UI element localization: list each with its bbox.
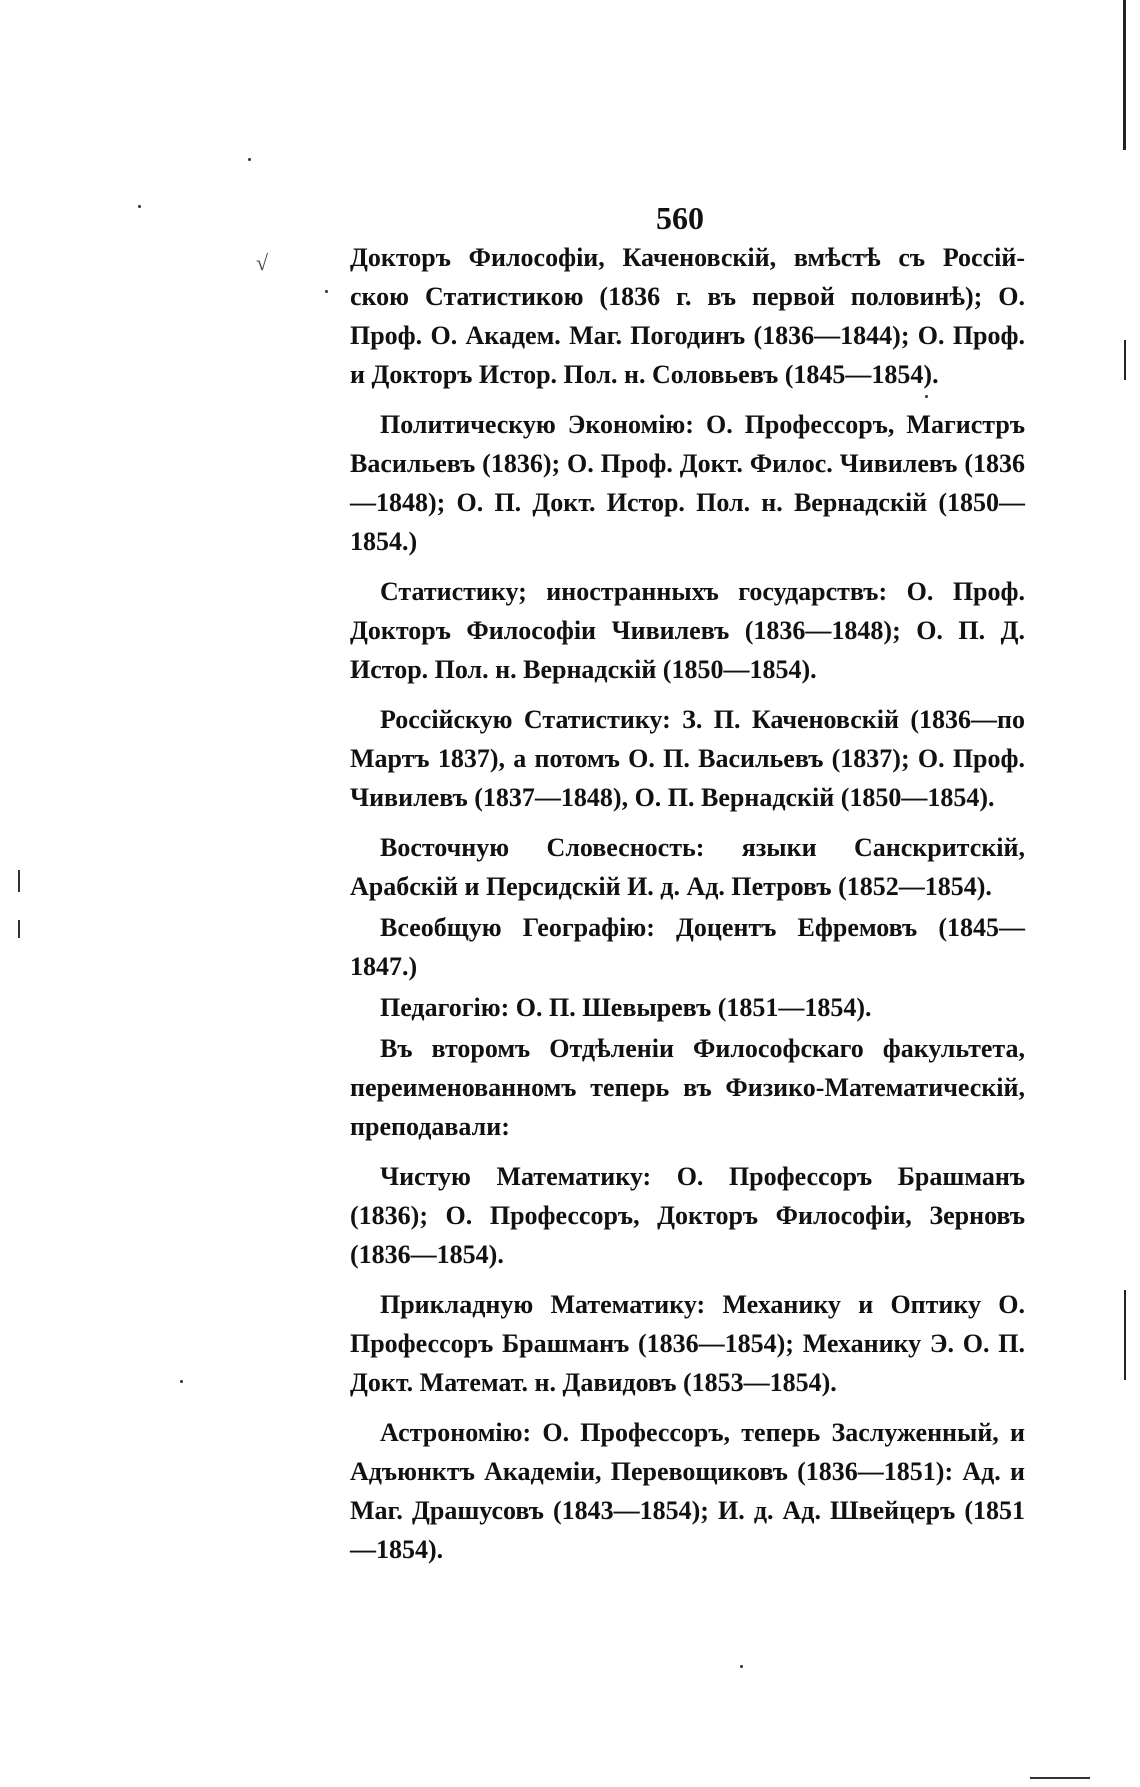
scan-edge-line (1124, 1290, 1126, 1380)
paragraph: Восточную Словесность: языки Санскритскій, Арабскій и Персидскій И. д. Ад. Петровъ (1852—1854). (350, 833, 1025, 901)
scan-left-tick (18, 920, 20, 938)
speck (925, 395, 928, 398)
scan-left-tick (18, 870, 20, 892)
text-block (350, 238, 1025, 1580)
speck (180, 1380, 183, 1383)
paragraph: Статистику; иностранныхъ государствъ: О. Проф. Докторъ Философіи Чивилевъ (1836—1848); О. П. Д. Истор. Пол. н. Вернадскій (1850—1854). (350, 577, 1025, 684)
speck (740, 1665, 743, 1668)
paragraph: Докторъ Философіи, Каченовскій, вмѣстѣ съ Россій-скою Статистикою (1836 г. въ первой половинѣ); О. Проф. О. Академ. Маг. Погодинъ (1836—1844); О. Проф. и Докторъ Истор. Пол. н. Соловьевъ (1845—1854). (350, 243, 1025, 389)
margin-check-mark: √ (256, 250, 269, 275)
speck (138, 205, 141, 208)
scan-edge-line (1124, 340, 1126, 380)
paragraph: Педагогію: О. П. Шевыревъ (1851—1854). (380, 993, 872, 1022)
paragraph: Всеобщую Географію: Доцентъ Ефремовъ (1845—1847.) (350, 913, 1025, 981)
speck (325, 290, 328, 293)
paragraph: Политическую Экономію: О. Профессоръ, Магистръ Васильевъ (1836); О. Проф. Докт. Филос. Чивилевъ (1836—1848); О. П. Докт. Истор. Пол. н. Вернадскій (1850—1854.) (350, 410, 1025, 556)
paragraph: Прикладную Математику: Механику и Оптику О. Профессоръ Брашманъ (1836—1854); Механику Э. О. П. Докт. Математ. н. Давидовъ (1853—1854). (350, 1290, 1025, 1397)
speck (248, 158, 251, 161)
paragraph: Въ второмъ Отдѣленіи Философскаго факультета, переименованномъ теперь въ Физико-Математическій, преподавали: (350, 1034, 1025, 1141)
page-number: 560 (656, 200, 704, 236)
paragraph: Астрономію: О. Профессоръ, теперь Заслуженный, и Адъюнктъ Академіи, Перевощиковъ (1836—1851): Ад. и Маг. Драшусовъ (1843—1854); И. д. Ад. Швейцеръ (1851—1854). (350, 1418, 1025, 1564)
paragraph: Чистую Математику: О. Профессоръ Брашманъ (1836); О. Профессоръ, Докторъ Философіи, Зерновъ (1836—1854). (350, 1162, 1025, 1269)
scan-bottom-dash (1030, 1777, 1090, 1779)
paragraph: Россійскую Статистику: З. П. Каченовскій (1836—по Мартъ 1837), а потомъ О. П. Васильевъ (1837); О. Проф. Чивилевъ (1837—1848), О. П. Вернадскій (1850—1854). (350, 705, 1025, 812)
scan-edge-line (1123, 0, 1126, 150)
